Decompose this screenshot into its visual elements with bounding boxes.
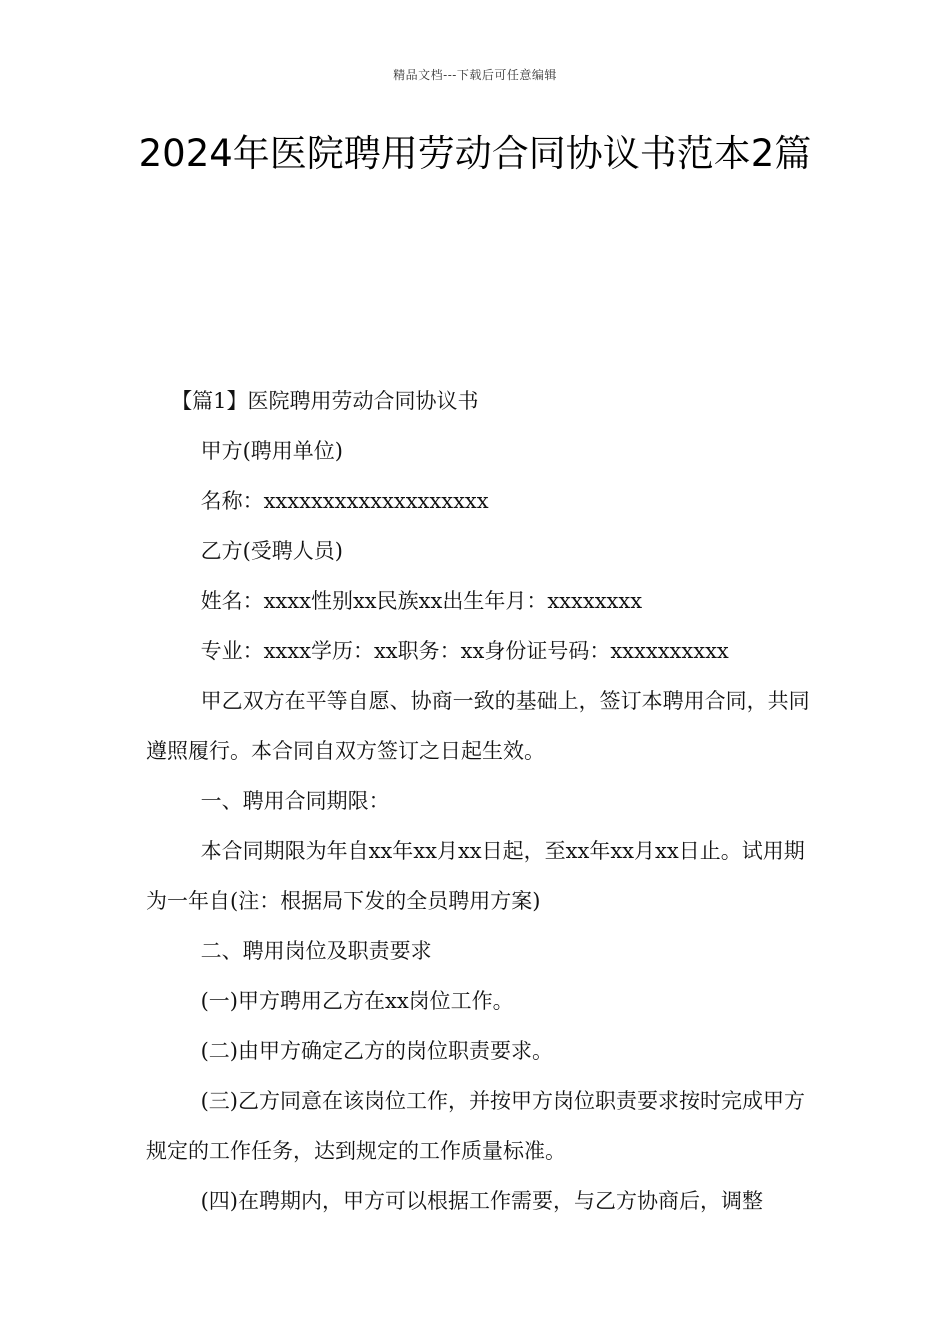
paragraph-item-3: (三)乙方同意在该岗位工作，并按甲方岗位职责要求按时完成甲方规定的工作任务，达到规定的工作质量标准。 (146, 1089, 805, 1163)
paragraph-item-2: (二)由甲方确定乙方的岗位职责要求。 (200, 1039, 553, 1063)
header-note: 精品文档---下载后可任意编辑 (393, 68, 557, 82)
paragraph-agreement-basis: 甲乙双方在平等自愿、协商一致的基础上，签订本聘用合同，共同遵照履行。本合同自双方签订之日起生效。 (146, 689, 810, 763)
document-title: 2024年医院聘用劳动合同协议书范本2篇 (138, 132, 812, 175)
paragraph-heading-position: 二、聘用岗位及职责要求 (200, 939, 432, 963)
section-heading: 【篇1】医院聘用劳动合同协议书 (171, 389, 479, 413)
paragraph-item-1: (一)甲方聘用乙方在xx岗位工作。 (200, 989, 514, 1013)
paragraph-heading-term: 一、聘用合同期限： (200, 789, 390, 813)
paragraph-education-info: 专业：xxxx学历：xx职务：xx身份证号码：xxxxxxxxxx (200, 639, 729, 663)
paragraph-personal-info: 姓名：xxxx性别xx民族xx出生年月：xxxxxxxx (200, 589, 643, 613)
paragraph-name: 名称：xxxxxxxxxxxxxxxxxxx (200, 489, 489, 513)
paragraph-term-details: 本合同期限为年自xx年xx月xx日起，至xx年xx月xx日止。试用期为一年自(注：根据局下发的全员聘用方案) (146, 839, 805, 913)
paragraph-item-4: (四)在聘期内，甲方可以根据工作需要，与乙方协商后，调整 (200, 1189, 763, 1213)
paragraph-party-a: 甲方(聘用单位) (200, 439, 343, 463)
paragraph-party-b: 乙方(受聘人员) (200, 539, 343, 563)
document-body (146, 376, 810, 1226)
